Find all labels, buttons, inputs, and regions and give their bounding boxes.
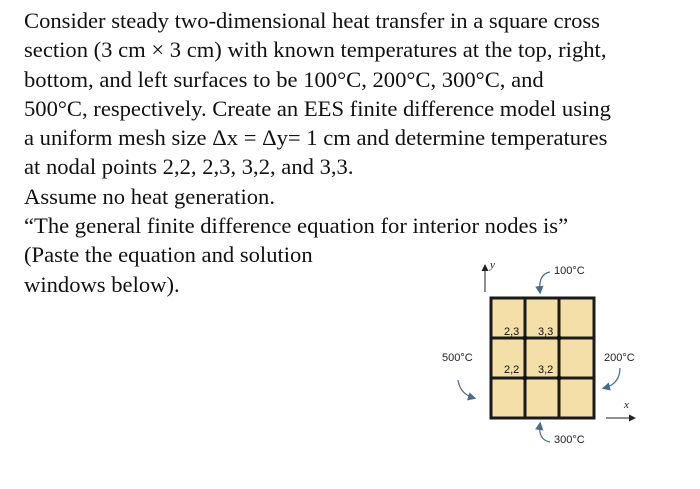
- node-2-3-label: 2,3: [504, 326, 520, 338]
- node-3-3: [557, 336, 562, 341]
- y-axis-label: y: [490, 259, 495, 271]
- bottom-temp-arrow: [540, 424, 550, 442]
- x-axis-label: x: [624, 399, 629, 411]
- problem-statement: Consider steady two-dimensional heat transfer in a square cross section (3 cm × 3 cm) with known temperatures at the top, right, bottom, and left surfaces to be 100°C, 200°C, 300°C, and 500°C, respectively. Create an EES finite difference model using a uniform mesh size Δx = Δy= 1 cm and determine temperatures at nodal points 2,2, 2,3, 3,2, and 3,3.: [24, 8, 611, 180]
- node-3-2-label: 3,2: [538, 364, 554, 376]
- right-temp-arrow: [604, 368, 620, 388]
- top-temp-arrow: [540, 272, 550, 292]
- mesh-grid: [491, 298, 594, 418]
- top-temp-label: 100°C: [554, 265, 585, 277]
- node-2-2: [523, 376, 528, 381]
- problem-instruction: (Paste the equation and solution windows below).: [24, 242, 313, 297]
- right-temp-label: 200°C: [604, 352, 635, 364]
- node-3-2: [557, 376, 562, 381]
- node-2-2-label: 2,2: [504, 364, 520, 376]
- left-temp-arrow: [458, 380, 474, 398]
- problem-prompt: “The general finite difference equation for interior nodes is”: [24, 213, 569, 239]
- node-3-3-label: 3,3: [538, 326, 554, 338]
- bottom-temp-label: 300°C: [554, 434, 585, 446]
- left-temp-label: 500°C: [442, 352, 473, 364]
- problem-assumption: Assume no heat generation.: [24, 183, 275, 209]
- mesh-figure: [438, 256, 658, 456]
- node-2-3: [523, 336, 528, 341]
